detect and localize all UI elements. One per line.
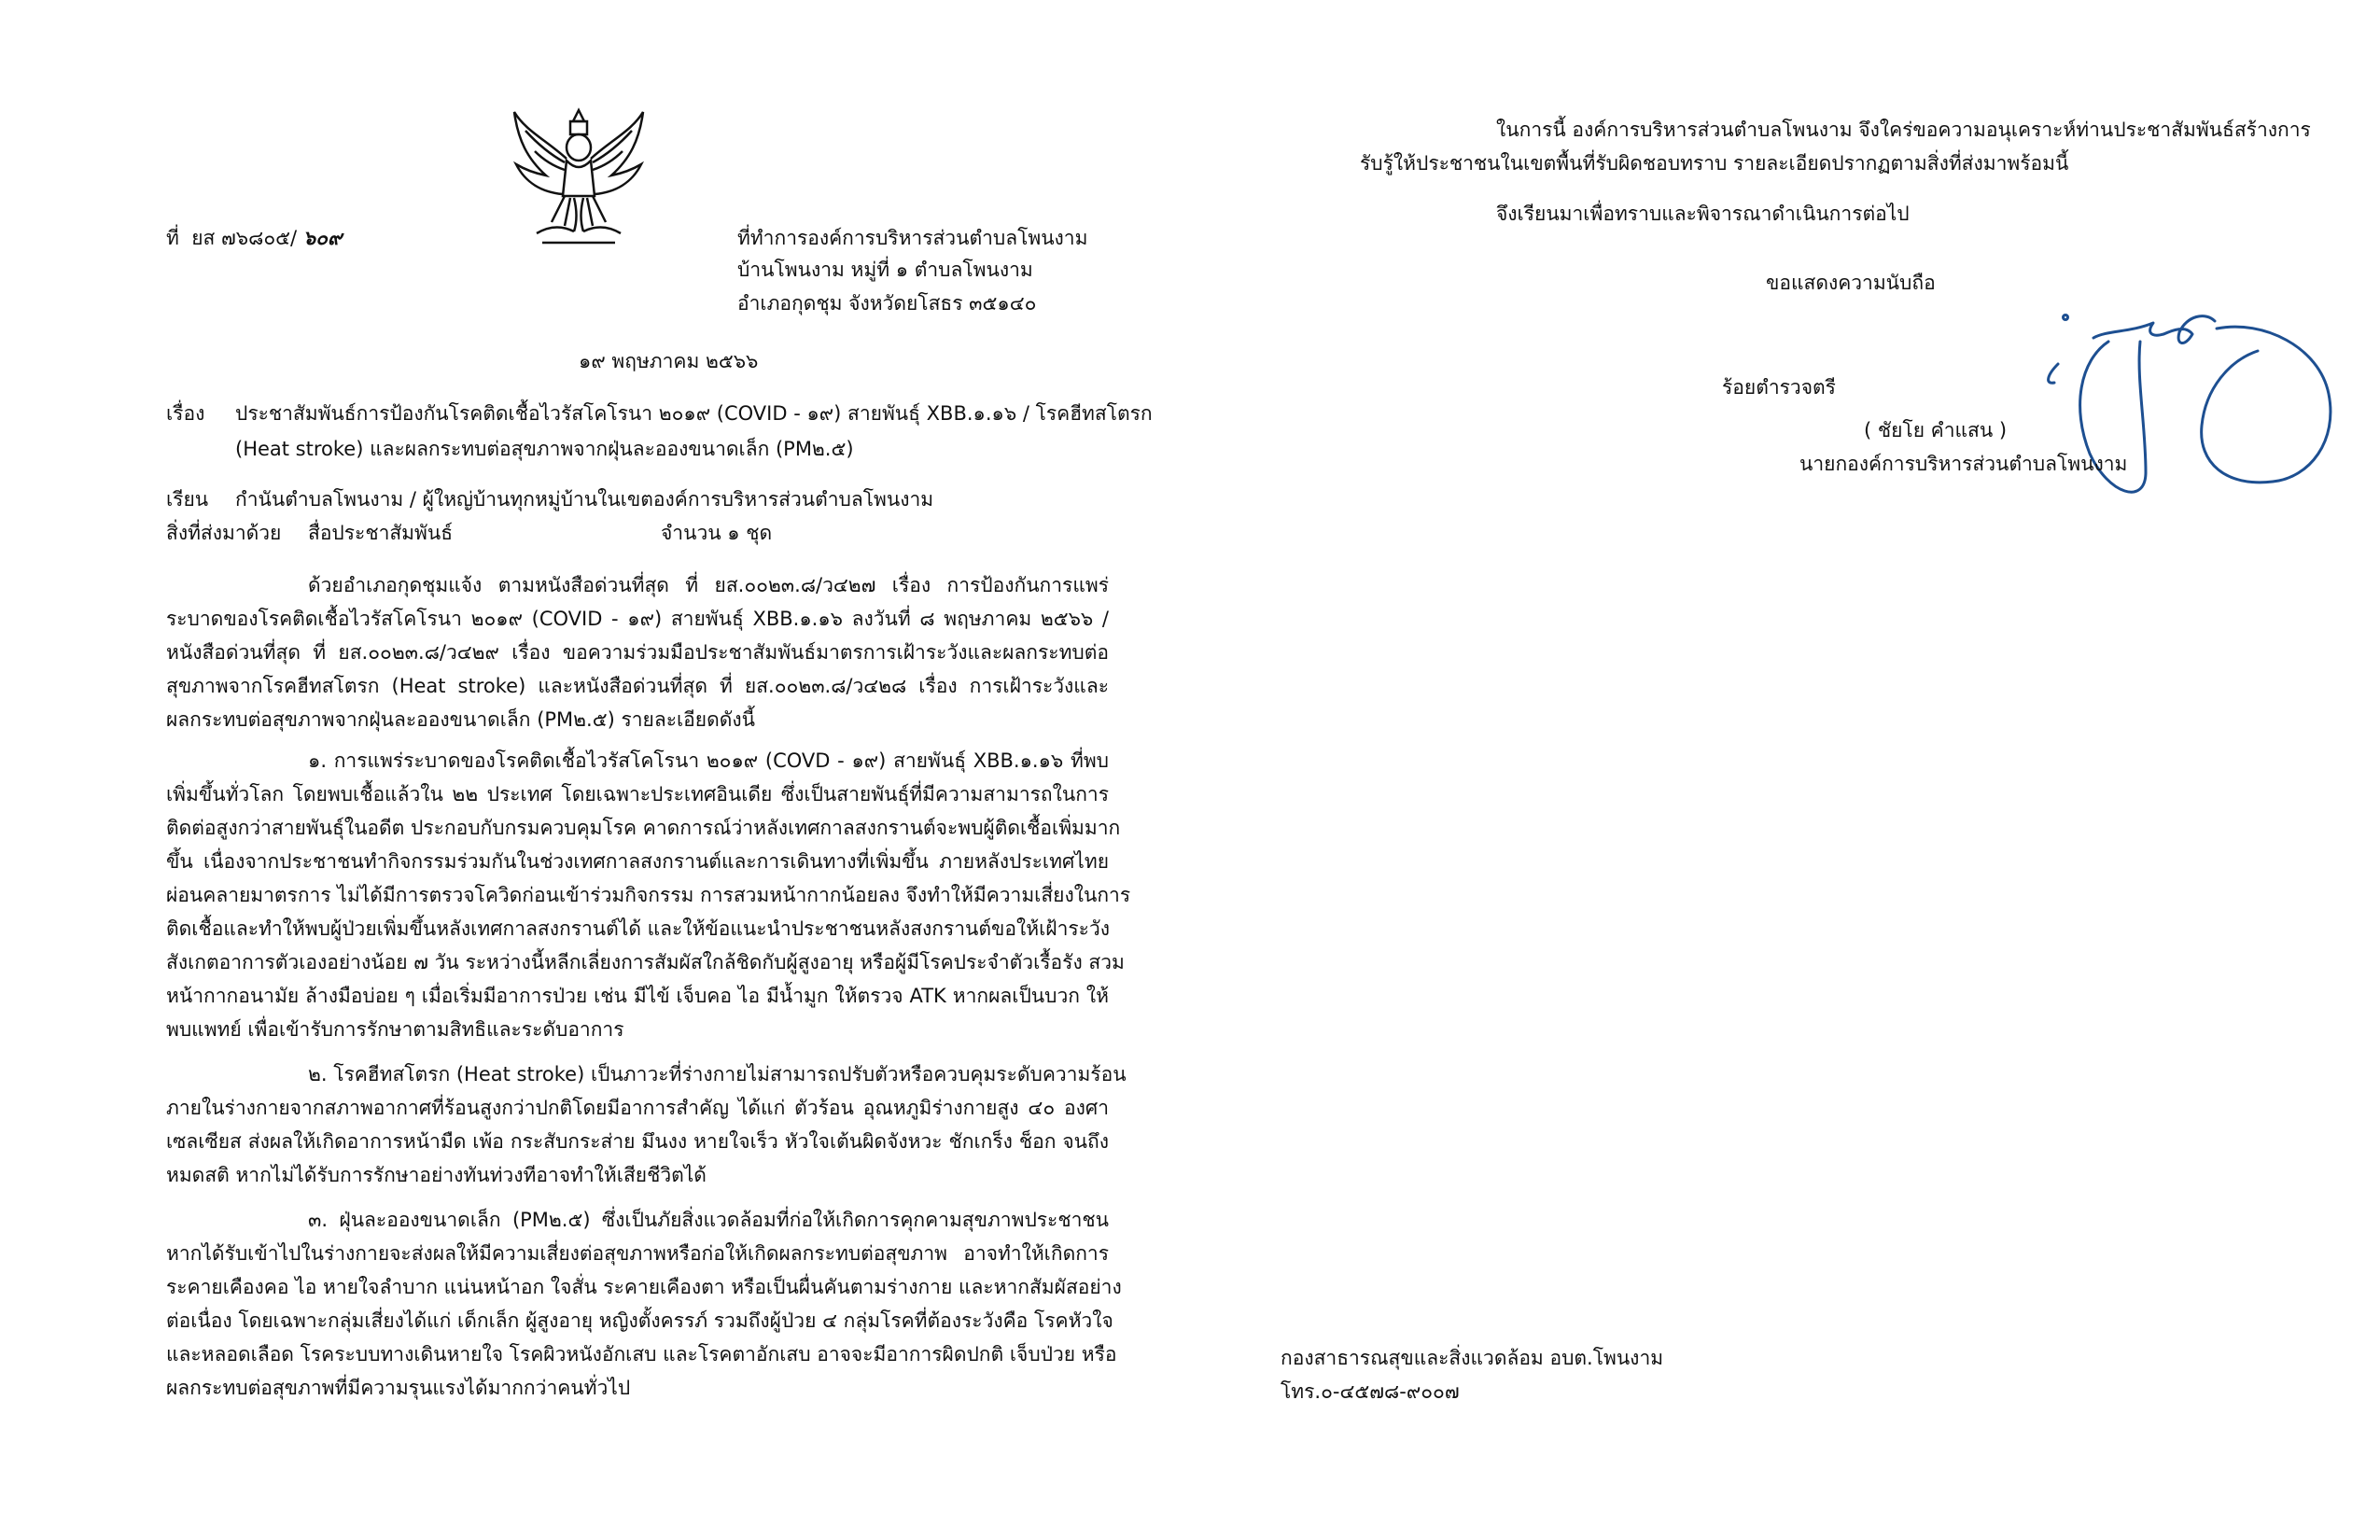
body-line: และหลอดเลือด โรคระบบทางเดินหายใจ โรคผิวหนังอักเสบ และโรคตาอักเสบ อาจจะมีอาการผิดปกติ เจ็บป่วย หรือ — [166, 1343, 1117, 1365]
body-line: ภายในร่างกายจากสภาพอากาศที่ร้อนสูงกว่าปกติโดยมีอาการสำคัญ ได้แก่ ตัวร้อน อุณหภูมิร่างกายสูง ๔๐ องศา — [166, 1097, 1109, 1119]
reference-value: ๖๐๙ — [302, 227, 343, 249]
attachment-quantity: จำนวน ๑ ชุด — [661, 522, 773, 544]
body-line: หากได้รับเข้าไปในร่างกายจะส่งผลให้มีความเสี่ยงต่อสุขภาพหรือก่อให้เกิดผลกระทบต่อสุขภาพ อาจทำให้เกิดการ — [166, 1242, 1109, 1265]
address-line: ที่ทำการองค์การบริหารส่วนตำบลโพนงาม — [737, 227, 1088, 249]
signer-rank: ร้อยตำรวจตรี — [1722, 376, 1836, 399]
signer-title: นายกองค์การบริหารส่วนตำบลโพนงาม — [1799, 453, 2128, 475]
subject-label: เรื่อง — [166, 402, 205, 425]
letter-page-2 — [1190, 0, 2380, 1540]
attachment-label: สิ่งที่ส่งมาด้วย — [166, 522, 282, 544]
phone-number: โทร.๐-๔๕๗๘-๙๐๐๗ — [1281, 1380, 1460, 1403]
body-line: ด้วยอำเภอกุดชุมแจ้ง ตามหนังสือด่วนที่สุด ที่ ยส.๐๐๒๓.๘/ว๔๒๗ เรื่อง การป้องกันการแพร่ — [308, 574, 1109, 596]
body-line: เพิ่มขึ้นทั่วโลก โดยพบเชื้อแล้วใน ๒๒ ประเทศ โดยเฉพาะประเทศอินเดีย ซึ่งเป็นสายพันธุ์ที่มีความสามารถในการ — [166, 783, 1109, 805]
subject-text: (Heat stroke) และผลกระทบต่อสุขภาพจากฝุ่นละอองขนาดเล็ก (PM๒.๕) — [235, 438, 854, 460]
garuda-emblem — [509, 103, 649, 257]
body-line: เซลเซียส ส่งผลให้เกิดอาการหน้ามืด เพ้อ กระสับกระส่าย มึนงง หายใจเร็ว หัวใจเต้นผิดจังหวะ ชักเกร็ง ช็อก จนถึง — [166, 1130, 1109, 1153]
body-line: หน้ากากอนามัย ล้างมือบ่อย ๆ เมื่อเริ่มมีอาการป่วย เช่น มีไข้ เจ็บคอ ไอ มีน้ำมูก ให้ตรวจ ATK หากผลเป็นบวก ให้ — [166, 985, 1109, 1007]
department-name: กองสาธารณสุขและสิ่งแวดล้อม อบต.โพนงาม — [1281, 1347, 1664, 1369]
regards-text: ขอแสดงความนับถือ — [1766, 272, 1936, 294]
body-line: พบแพทย์ เพื่อเข้ารับการรักษาตามสิทธิและระดับอาการ — [166, 1018, 624, 1041]
letter-date: ๑๙ พฤษภาคม ๒๕๖๖ — [579, 350, 759, 372]
body-line: ผลกระทบต่อสุขภาพจากฝุ่นละอองขนาดเล็ก (PM๒.๕) รายละเอียดดังนี้ — [166, 708, 755, 731]
body-line: ผ่อนคลายมาตรการ ไม่ได้มีการตรวจโควิดก่อนเข้าร่วมกิจกรรม การสวมหน้ากากน้อยลง จึงทำให้มีความเสี่ยงในการ — [166, 884, 1131, 906]
body-line: ระบาดของโรคติดเชื้อไวรัสโคโรนา ๒๐๑๙ (COVID - ๑๙) สายพันธุ์ XBB.๑.๑๖ ลงวันที่ ๘ พฤษภาคม ๒๕๖๖ / — [166, 608, 1109, 630]
address-line: บ้านโพนงาม หมู่ที่ ๑ ตำบลโพนงาม — [737, 259, 1033, 281]
body-line: ๒. โรคฮีทสโตรก (Heat stroke) เป็นภาวะที่ร่างกายไม่สามารถปรับตัวหรือควบคุมระดับความร้อน — [308, 1063, 1127, 1085]
address-line: อำเภอกุดชุม จังหวัดยโสธร ๓๕๑๔๐ — [737, 292, 1037, 315]
reference-number — [166, 224, 342, 252]
closing-line: รับรู้ให้ประชาชนในเขตพื้นที่รับผิดชอบทราบ รายละเอียดปรากฏตามสิ่งที่ส่งมาพร้อมนี้ — [1360, 152, 2069, 175]
body-line: หมดสติ หากไม่ได้รับการรักษาอย่างทันท่วงทีอาจทำให้เสียชีวิตได้ — [166, 1164, 707, 1186]
body-line: ๑. การแพร่ระบาดของโรคติดเชื้อไวรัสโคโรนา ๒๐๑๙ (COVD - ๑๙) สายพันธุ์ XBB.๑.๑๖ ที่พบ — [308, 749, 1109, 772]
recipient-label: เรียน — [166, 488, 209, 511]
body-line: ติดเชื้อและทำให้พบผู้ป่วยเพิ่มขึ้นหลังเทศกาลสงกรานต์ได้ และให้ข้อแนะนำประชาชนหลังสงกรานต์ขอให้เฝ้าระวัง — [166, 917, 1110, 940]
subject-text: ประชาสัมพันธ์การป้องกันโรคติดเชื้อไวรัสโคโรนา ๒๐๑๙ (COVID - ๑๙) สายพันธุ์ XBB.๑.๑๖ / โรคฮีทสโตรก — [235, 402, 1153, 425]
body-line: ระคายเคืองคอ ไอ หายใจลำบาก แน่นหน้าอก ใจสั่น ระคายเคืองตา หรือเป็นผื่นคันตามร่างกาย และหากสัมผัสอย่าง — [166, 1276, 1122, 1298]
body-line: ขึ้น เนื่องจากประชาชนทำกิจกรรมร่วมกันในช่วงเทศกาลสงกรานต์และการเดินทางที่เพิ่มขึ้น ภายหลังประเทศไทย — [166, 850, 1109, 873]
signer-name: ( ชัยโย คำแสน ) — [1864, 419, 2008, 441]
body-line: ผลกระทบต่อสุขภาพที่มีความรุนแรงได้มากกว่าคนทั่วไป — [166, 1377, 631, 1399]
body-line: ติดต่อสูงกว่าสายพันธุ์ในอดีต ประกอบกับกรมควบคุมโรค คาดการณ์ว่าหลังเทศกาลสงกรานต์จะพบผู้ติดเชื้อเพิ่มมาก — [166, 817, 1121, 839]
body-line: ๓. ฝุ่นละอองขนาดเล็ก (PM๒.๕) ซึ่งเป็นภัยสิ่งแวดล้อมที่ก่อให้เกิดการคุกคามสุขภาพประชาชน — [308, 1209, 1109, 1231]
body-line: สังเกตอาการตัวเองอย่างน้อย ๗ วัน ระหว่างนี้หลีกเลี่ยงการสัมผัสใกล้ชิดกับผู้สูงอายุ หรือผู้มีโรคประจำตัวเรื้อรัง สวม — [166, 951, 1125, 973]
reference-prefix: ยส ๗๖๘๐๕/ — [191, 227, 298, 249]
closing-request: จึงเรียนมาเพื่อทราบและพิจารณาดำเนินการต่อไป — [1496, 203, 1910, 225]
attachment-item: สื่อประชาสัมพันธ์ — [308, 522, 454, 544]
body-line: ต่อเนื่อง โดยเฉพาะกลุ่มเสี่ยงได้แก่ เด็กเล็ก ผู้สูงอายุ หญิงตั้งครรภ์ รวมถึงผู้ป่วย ๔ กลุ่มโรคที่ต้องระวังคือ โรคหัวใจ — [166, 1309, 1113, 1332]
body-line: หนังสือด่วนที่สุด ที่ ยส.๐๐๒๓.๘/ว๔๒๙ เรื่อง ขอความร่วมมือประชาสัมพันธ์มาตรการเฝ้าระวังและผลกระทบต่อ — [166, 641, 1109, 664]
body-line: สุขภาพจากโรคฮีทสโตรก (Heat stroke) และหนังสือด่วนที่สุด ที่ ยส.๐๐๒๓.๘/ว๔๒๘ เรื่อง การเฝ้าระวังและ — [166, 675, 1109, 697]
reference-label: ที่ — [166, 227, 179, 249]
recipient-text: กำนันตำบลโพนงาม / ผู้ใหญ่บ้านทุกหมู่บ้านในเขตองค์การบริหารส่วนตำบลโพนงาม — [235, 488, 934, 511]
closing-line: ในการนี้ องค์การบริหารส่วนตำบลโพนงาม จึงใคร่ขอความอนุเคราะห์ท่านประชาสัมพันธ์สร้างการ — [1496, 119, 2311, 141]
